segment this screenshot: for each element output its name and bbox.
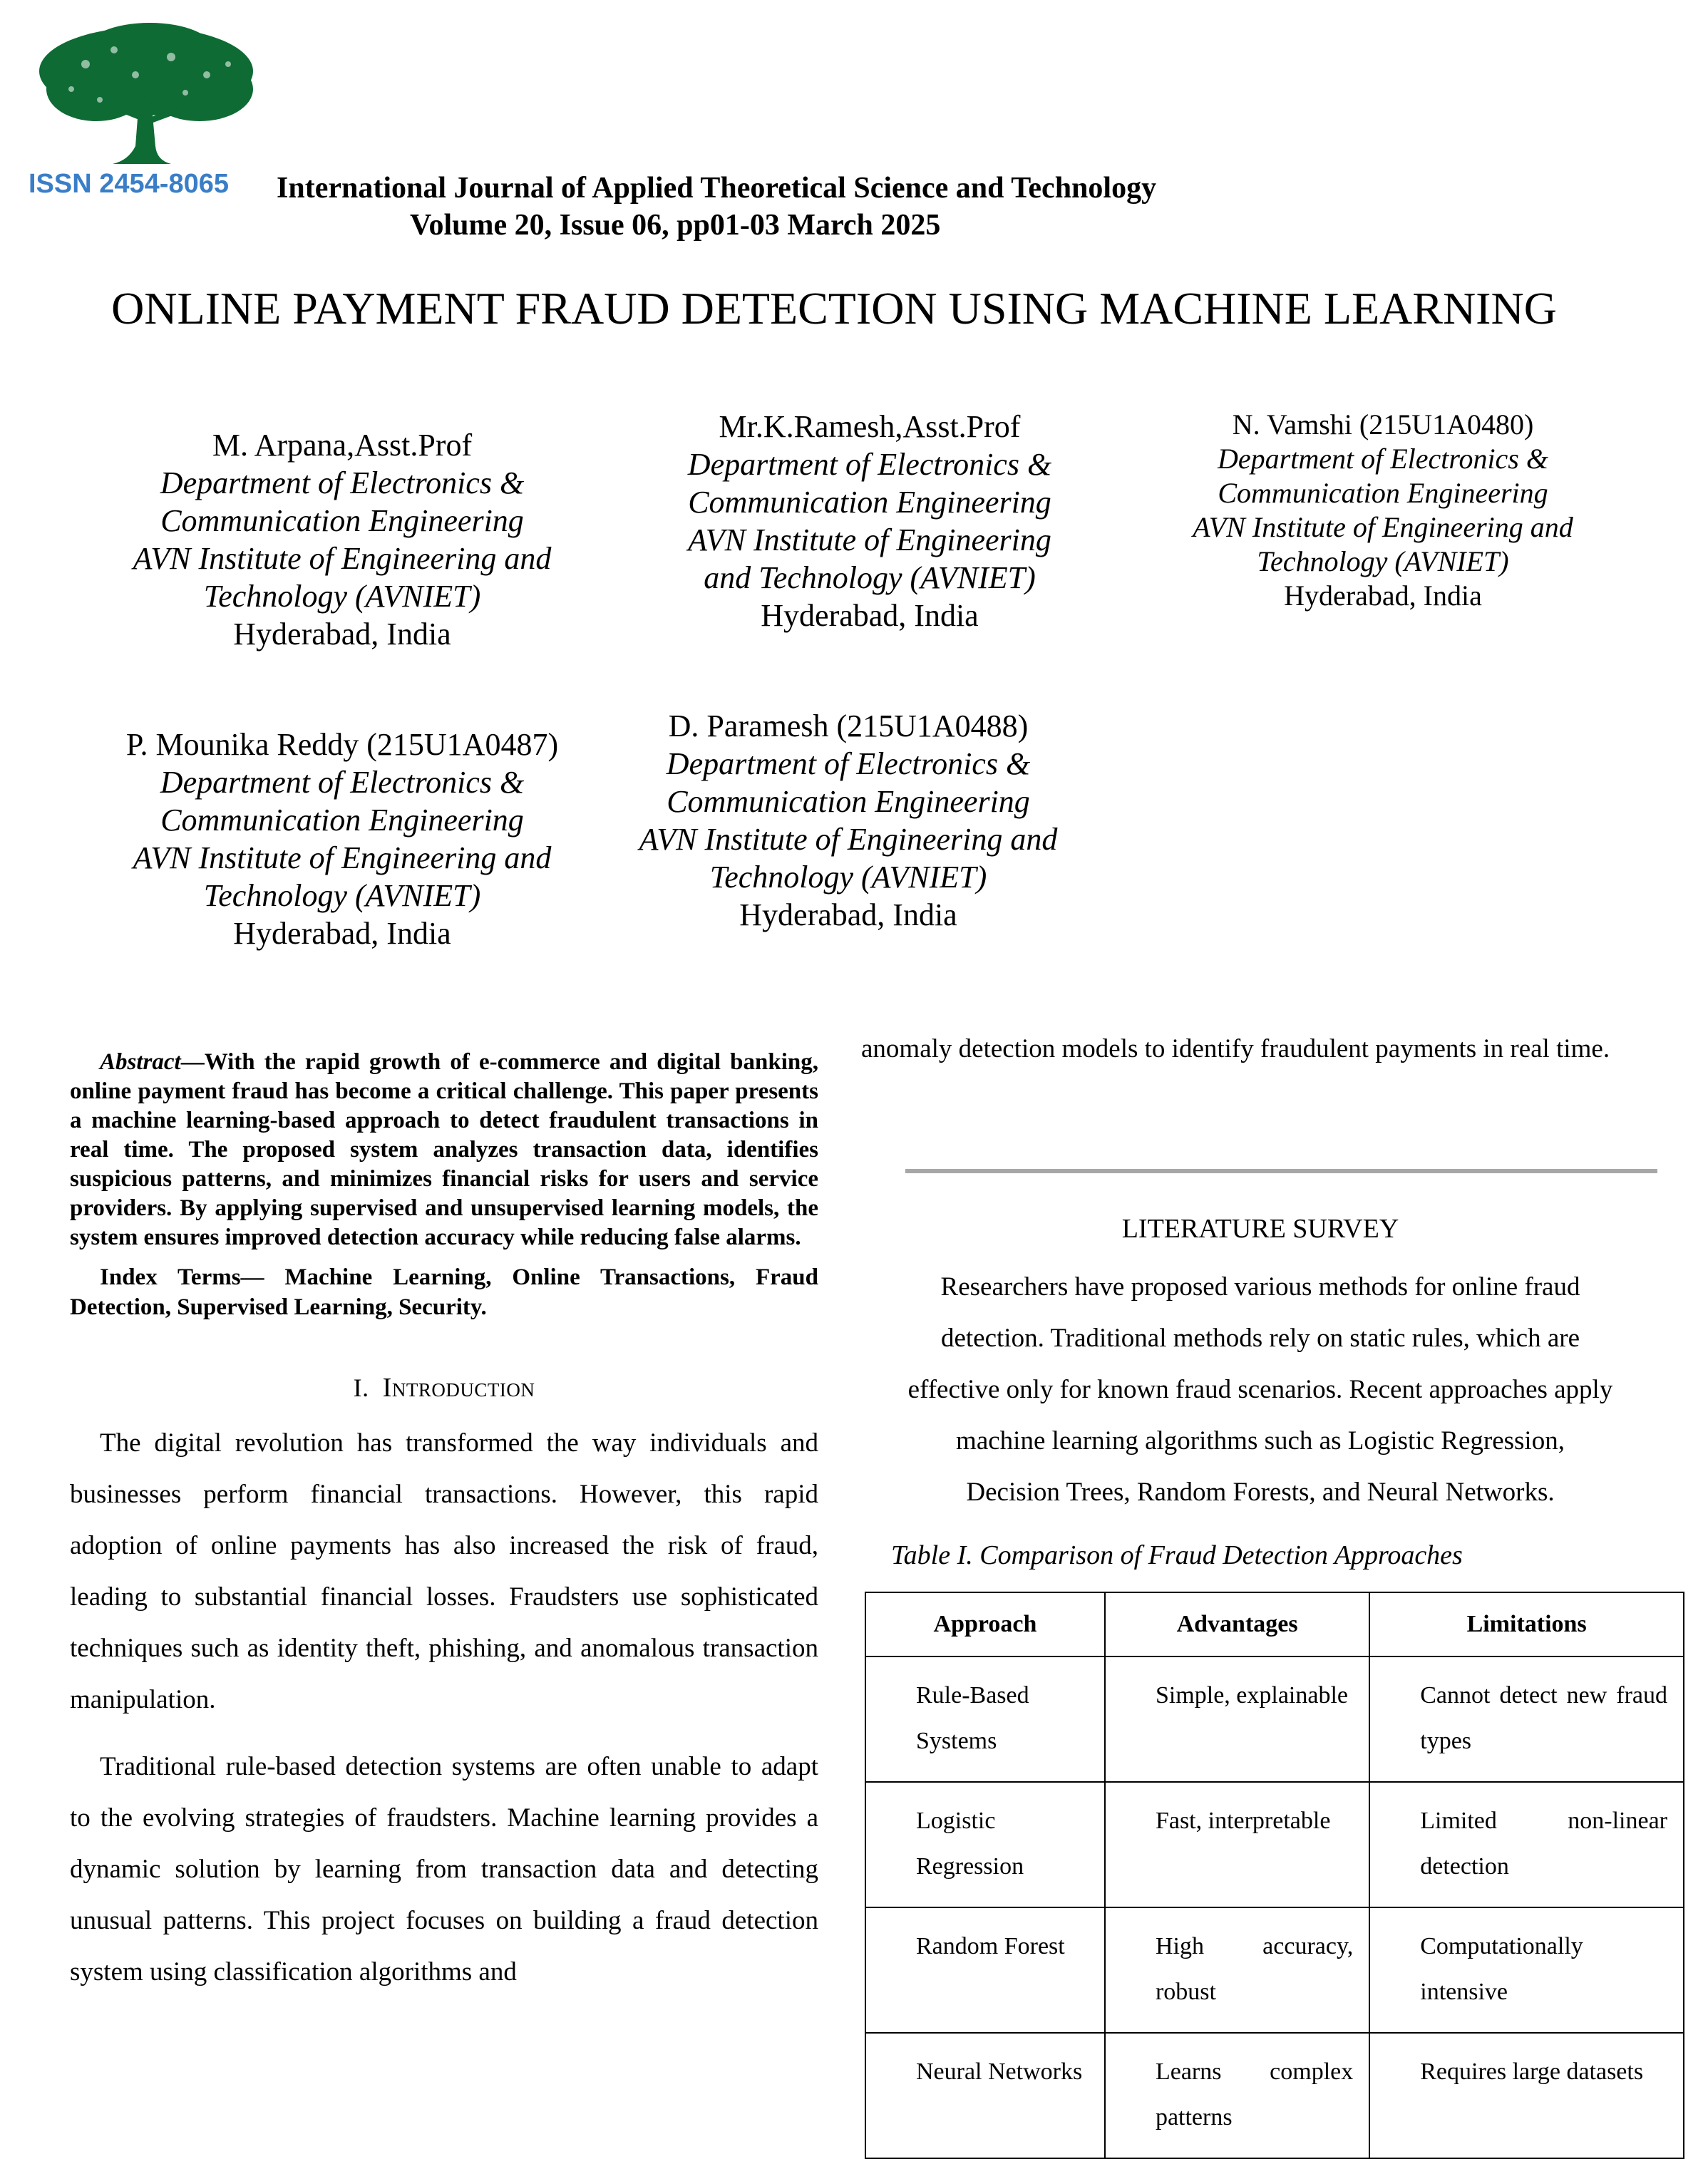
author-block	[606, 408, 1133, 634]
author-institute: Technology (AVNIET)	[1257, 545, 1509, 577]
literature-line: detection. Traditional methods rely on static rules, which are	[940, 1324, 1580, 1353]
section-heading-introduction	[70, 1372, 818, 1403]
author-institute: AVN Institute of Engineering	[688, 522, 1051, 557]
author-institute: AVN Institute of Engineering and	[133, 840, 552, 875]
author-institute: AVN Institute of Engineering and	[1193, 511, 1573, 543]
author-block	[78, 726, 606, 952]
author-block	[1119, 408, 1647, 613]
intro-paragraph: The digital revolution has transformed the way individuals and businesses perform financial transactions. However, this rapid adoption of online payments has also increased the risk of fraud, leading to substantial financial losses. Fraudsters use sophisticated techniques such as identity theft, phishing, and anomalous transaction manipulation.	[70, 1428, 818, 1714]
author-department: Communication Engineering	[688, 485, 1051, 520]
table-row	[865, 1907, 1684, 2033]
author-institute: AVN Institute of Engineering and	[639, 822, 1058, 857]
table-header-cell: Limitations	[1369, 1592, 1684, 1656]
table-cell: High accuracy, robust	[1105, 1907, 1369, 2033]
table-header-cell: Approach	[865, 1592, 1105, 1656]
author-department: Communication Engineering	[667, 784, 1030, 819]
table-cell: Logistic Regression	[865, 1782, 1105, 1907]
left-column	[70, 1048, 818, 1998]
comparison-table	[865, 1592, 1684, 2159]
author-name: Mr.K.Ramesh,Asst.Prof	[719, 409, 1021, 444]
right-column	[861, 1024, 1645, 1075]
author-institute: Technology (AVNIET)	[203, 579, 481, 614]
table-row	[865, 2033, 1684, 2158]
tree-logo-icon	[29, 21, 264, 200]
table-header-cell: Advantages	[1105, 1592, 1369, 1656]
author-name: P. Mounika Reddy (215U1A0487)	[125, 727, 559, 762]
table-caption: Table I. Comparison of Fraud Detection Approaches	[891, 1540, 1463, 1570]
author-department: Communication Engineering	[160, 803, 524, 838]
table-cell: Limited non-linear detection	[1369, 1782, 1684, 1907]
intro-paragraph-continued: anomaly detection models to identify fraudulent payments in real time.	[861, 1034, 1610, 1063]
table-cell: Random Forest	[865, 1907, 1105, 2033]
author-name: M. Arpana,Asst.Prof	[212, 428, 473, 463]
author-name: D. Paramesh (215U1A0488)	[668, 708, 1029, 743]
author-city: Hyderabad, India	[233, 617, 451, 651]
author-name: N. Vamshi (215U1A0480)	[1232, 408, 1534, 440]
author-city: Hyderabad, India	[1284, 579, 1482, 612]
index-terms: Index Terms— Machine Learning, Online Transactions, Fraud Detection, Supervised Learning, Security.	[70, 1264, 818, 1320]
author-institute: AVN Institute of Engineering and	[133, 541, 552, 576]
author-city: Hyderabad, India	[739, 897, 957, 932]
table-cell: Simple, explainable	[1105, 1656, 1369, 1782]
abstract-text: —With the rapid growth of e-commerce and digital banking, online payment fraud has become a critical challenge. This paper presents a machine learning-based approach to detect fraudulent transactions in real time. The proposed system analyzes transaction data, identifies suspicious patterns, and minimizes financial risks for users and service providers. By applying supervised and unsupervised learning models, the system ensures improved detection accuracy while reducing false alarms.	[70, 1049, 818, 1250]
literature-line: Researchers have proposed various methods for online fraud	[940, 1272, 1580, 1302]
author-institute: and Technology (AVNIET)	[704, 560, 1036, 595]
literature-line: effective only for known fraud scenarios. Recent approaches apply	[907, 1375, 1613, 1404]
author-block	[577, 707, 1119, 934]
literature-line: Decision Trees, Random Forests, and Neural Networks.	[966, 1478, 1555, 1507]
literature-line: machine learning algorithms such as Logistic Regression,	[956, 1426, 1565, 1455]
issn-text: ISSN 2454-8065	[29, 169, 229, 199]
abstract	[70, 1048, 818, 1252]
author-department: Department of Electronics &	[160, 465, 525, 500]
journal-logo	[29, 21, 264, 200]
author-city: Hyderabad, India	[233, 916, 451, 951]
table-cell: Fast, interpretable	[1105, 1782, 1369, 1907]
author-department: Department of Electronics &	[1218, 443, 1548, 475]
table-header-row	[865, 1592, 1684, 1656]
author-department: Department of Electronics &	[160, 765, 525, 800]
author-department: Communication Engineering	[1218, 477, 1548, 509]
journal-title: International Journal of Applied Theoretical Science and Technology	[277, 172, 1157, 205]
literature-survey-text	[861, 1262, 1660, 1518]
section-divider	[905, 1169, 1657, 1173]
journal-volume: Volume 20, Issue 06, pp01-03 March 2025	[410, 209, 941, 242]
table-cell: Rule-Based Systems	[865, 1656, 1105, 1782]
author-department: Department of Electronics &	[687, 447, 1052, 482]
section-title: Introduction	[382, 1373, 535, 1403]
intro-paragraph: Traditional rule-based detection systems are often unable to adapt to the evolving strategies of fraudsters. Machine learning provides a dynamic solution by learning from transaction data and detecting unusual patterns. This project focuses on building a fraud detection system using classification algorithms and	[70, 1752, 818, 1987]
table-cell: Requires large datasets	[1369, 2033, 1684, 2158]
literature-survey-heading: LITERATURE SURVEY	[1121, 1214, 1399, 1244]
table-cell: Computationally intensive	[1369, 1907, 1684, 2033]
table-row	[865, 1782, 1684, 1907]
table-cell: Learns complex patterns	[1105, 2033, 1369, 2158]
table-cell: Neural Networks	[865, 2033, 1105, 2158]
author-institute: Technology (AVNIET)	[709, 860, 987, 895]
section-number: I.	[353, 1374, 369, 1402]
author-block	[78, 426, 606, 653]
author-department: Department of Electronics &	[666, 746, 1031, 781]
paper-title: ONLINE PAYMENT FRAUD DETECTION USING MACHINE LEARNING	[111, 283, 1557, 334]
author-city: Hyderabad, India	[761, 598, 979, 633]
author-institute: Technology (AVNIET)	[203, 878, 481, 913]
abstract-label: Abstract	[100, 1049, 181, 1075]
author-department: Communication Engineering	[160, 503, 524, 538]
table-row	[865, 1656, 1684, 1782]
table-cell: Cannot detect new fraud types	[1369, 1656, 1684, 1782]
